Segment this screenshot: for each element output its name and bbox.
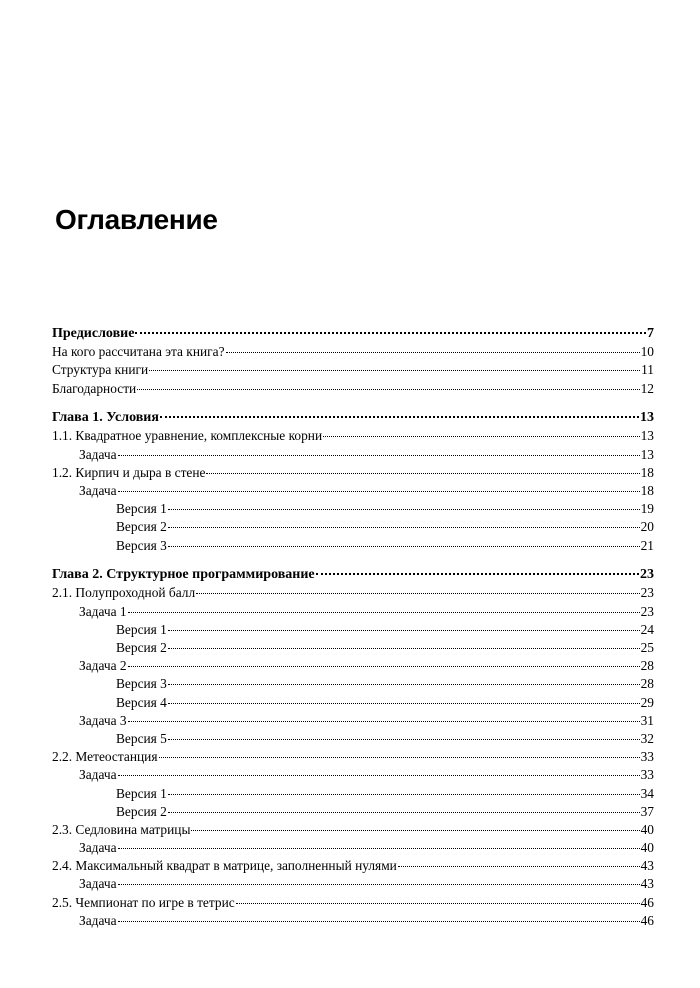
toc-entry-page-number: 28	[640, 658, 654, 674]
toc-entry-label: Версия 2	[116, 803, 167, 819]
toc-entry-page-number: 40	[640, 840, 654, 856]
toc-entry-page-number: 25	[640, 640, 654, 655]
toc-entry-label: Версия 2	[116, 640, 167, 655]
dot-leader	[118, 920, 640, 922]
dot-leader	[168, 738, 640, 740]
toc-entry[interactable]	[52, 657, 654, 675]
page-title: Оглавление	[55, 204, 218, 235]
dot-leader	[206, 472, 639, 474]
dot-leader	[160, 415, 639, 418]
toc-entry[interactable]	[52, 603, 654, 621]
toc-entry[interactable]	[52, 875, 654, 893]
toc-entry-label: 2.1. Полупроходной балл	[52, 585, 196, 601]
dot-leader	[191, 829, 639, 831]
toc-entry-page-number: 43	[640, 858, 654, 874]
toc-entry-label: Версия 3	[116, 537, 167, 553]
toc-entry-page-number: 18	[640, 464, 654, 480]
toc-entry[interactable]	[52, 894, 654, 912]
dot-leader	[118, 847, 640, 849]
toc-entry-page-number: 29	[640, 694, 654, 710]
toc-entry-page-number: 46	[640, 912, 654, 928]
toc-entry-page-number: 40	[640, 821, 654, 837]
toc-entry-label: Задача	[79, 767, 117, 783]
toc-entry-label: Благодарности	[52, 380, 137, 396]
dot-leader	[168, 683, 640, 685]
dot-leader	[226, 351, 640, 353]
toc-entry[interactable]	[52, 912, 654, 930]
toc-entry-label: Версия 4	[116, 694, 167, 710]
dot-leader	[168, 647, 640, 649]
toc-entry[interactable]	[52, 839, 654, 857]
dot-leader	[168, 508, 640, 510]
toc-entry-label: 2.3. Седловина матрицы	[52, 821, 191, 837]
dot-leader	[398, 865, 640, 867]
dot-leader	[128, 720, 640, 722]
toc-entry-page-number: 18	[640, 483, 654, 498]
toc-entry-label: 2.4. Максимальный квадрат в матрице, заполненный нулями	[52, 858, 397, 874]
dot-leader	[168, 526, 640, 528]
toc-entry-label: Предисловие	[52, 326, 135, 341]
toc-entry-page-number: 23	[640, 567, 654, 583]
dot-leader	[137, 388, 639, 390]
toc-entry-label: Задача	[79, 483, 117, 498]
toc-entry[interactable]	[52, 500, 654, 518]
toc-entry[interactable]	[52, 694, 654, 712]
dot-leader	[118, 883, 640, 885]
toc-entry-label: Структура книги	[52, 362, 149, 378]
dot-leader	[128, 611, 640, 613]
toc-entry-page-number: 13	[640, 446, 654, 462]
dot-leader	[118, 454, 640, 456]
toc-entry-page-number: 13	[640, 428, 654, 444]
toc-entry-page-number: 13	[640, 410, 654, 426]
toc-entry[interactable]	[52, 446, 654, 464]
toc-entry-label: Версия 3	[116, 676, 167, 692]
toc-entry-page-number: 21	[640, 537, 654, 553]
toc-chapter-entry[interactable]	[52, 409, 654, 427]
toc-entry-page-number: 32	[640, 730, 654, 746]
toc-entry-label: На кого рассчитана эта книга?	[52, 344, 225, 360]
toc-entry[interactable]	[52, 766, 654, 784]
toc-entry-page-number: 33	[640, 749, 654, 765]
toc-entry[interactable]	[52, 380, 654, 398]
toc-entry-page-number: 20	[640, 519, 654, 535]
dot-leader	[316, 572, 639, 575]
dot-leader	[159, 756, 640, 758]
toc-entry-page-number: 12	[640, 380, 654, 396]
toc-entry-label: Задача 1	[79, 603, 127, 619]
dot-leader	[168, 629, 640, 631]
toc-entry-page-number: 31	[640, 712, 654, 728]
toc-entry-page-number: 28	[640, 676, 654, 692]
dot-leader	[149, 369, 640, 371]
toc-entry[interactable]	[52, 785, 654, 803]
dot-leader	[168, 793, 640, 795]
toc-entry[interactable]	[52, 675, 654, 693]
toc-entry-label: 1.1. Квадратное уравнение, комплексные корни	[52, 428, 323, 444]
toc-entry-label: Версия 2	[116, 519, 167, 535]
toc-entry[interactable]	[52, 821, 654, 839]
toc-entry-label: Задача	[79, 876, 117, 892]
dot-leader	[323, 435, 639, 437]
toc-entry-page-number: 19	[640, 501, 654, 517]
toc-entry-page-number: 7	[647, 326, 654, 341]
toc-chapter-entry[interactable]	[52, 325, 654, 343]
dot-leader	[168, 702, 640, 704]
toc-entry-label: Задача	[79, 912, 117, 928]
dot-leader	[118, 774, 640, 776]
toc-entry[interactable]	[52, 518, 654, 536]
toc-entry-page-number: 10	[640, 344, 654, 360]
toc-entry-label: Глава 1. Условия	[52, 410, 159, 426]
toc-entry-label: Задача 3	[79, 712, 127, 728]
dot-leader	[168, 545, 640, 547]
toc-entry-label: Версия 1	[116, 785, 167, 801]
toc-entry[interactable]	[52, 621, 654, 639]
toc-entry[interactable]	[52, 482, 654, 500]
dot-leader	[168, 811, 640, 813]
toc-entry-label: Задача	[79, 840, 117, 856]
toc-entry-label: Глава 2. Структурное программирование	[52, 567, 315, 583]
toc-entry-page-number: 23	[640, 603, 654, 619]
dot-leader	[128, 665, 640, 667]
toc-entry-label: Задача	[79, 446, 117, 462]
toc-entry-page-number: 23	[640, 585, 654, 601]
toc-entry-label: 2.5. Чемпионат по игре в тетрис	[52, 894, 235, 910]
toc-entry[interactable]	[52, 857, 654, 875]
toc-entry[interactable]	[52, 730, 654, 748]
toc-entry-label: 2.2. Метеостанция	[52, 749, 158, 765]
toc-chapter-entry[interactable]	[52, 566, 654, 584]
toc-entry[interactable]	[52, 537, 654, 555]
toc-entry-page-number: 43	[640, 876, 654, 892]
toc-entry[interactable]	[52, 343, 654, 361]
dot-leader	[236, 902, 640, 904]
toc-entry-label: Версия 5	[116, 730, 167, 746]
dot-leader	[118, 490, 640, 492]
toc-entry-page-number: 37	[640, 803, 654, 819]
toc-entry[interactable]	[52, 584, 654, 602]
toc-entry-label: Задача 2	[79, 658, 127, 674]
toc-entry[interactable]	[52, 427, 654, 445]
dot-leader	[196, 592, 639, 594]
toc-entry-page-number: 46	[640, 894, 654, 910]
toc-entry[interactable]	[52, 748, 654, 766]
toc-entry-page-number: 24	[640, 621, 654, 637]
toc-entry-label: 1.2. Кирпич и дыра в стене	[52, 464, 206, 480]
toc-entry[interactable]	[52, 803, 654, 821]
toc-entry[interactable]	[52, 361, 654, 379]
toc-entry[interactable]	[52, 639, 654, 657]
toc-entry-label: Версия 1	[116, 501, 167, 517]
toc-entry[interactable]	[52, 712, 654, 730]
dot-leader	[135, 331, 646, 334]
table-of-contents	[52, 325, 654, 930]
toc-entry-page-number: 11	[641, 362, 654, 378]
toc-entry-page-number: 34	[640, 785, 654, 801]
toc-entry-label: Версия 1	[116, 621, 167, 637]
toc-entry[interactable]	[52, 464, 654, 482]
toc-entry-page-number: 33	[640, 767, 654, 783]
